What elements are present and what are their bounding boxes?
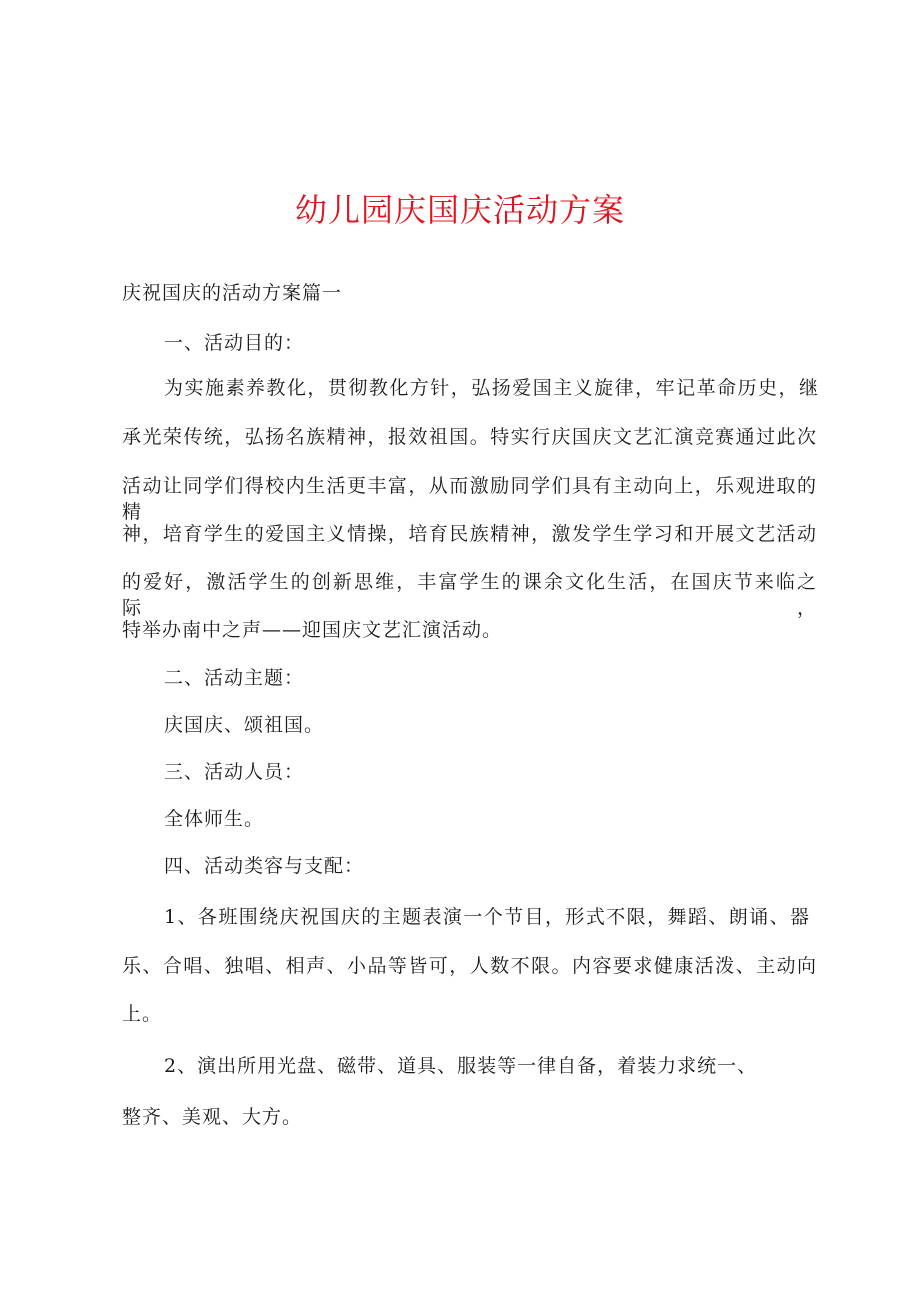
paragraph-line: 特举办南中之声——迎国庆文艺汇演活动。: [122, 619, 503, 641]
section-heading: 庆祝国庆的活动方案篇一: [122, 282, 343, 304]
paragraph-line: 庆国庆、颂祖国。: [164, 714, 325, 736]
paragraph-line: 整齐、美观、大方。: [122, 1106, 303, 1128]
paragraph-line: 为实施素养教化，贯彻教化方针，弘扬爱国主义旋律，牢记革命历史，继: [164, 377, 819, 399]
paragraph-line: 承光荣传统，弘扬名族精神，报效祖国。特实行庆国庆文艺汇演竞赛通过此次: [122, 426, 817, 448]
document-title: 幼儿园庆国庆活动方案: [294, 191, 625, 229]
paragraph-heading: 二、活动主题：: [164, 667, 305, 689]
paragraph-line: 全体师生。: [164, 808, 265, 830]
paragraph-line: 的爱好，激活学生的创新思维，丰富学生的课余文化生活，在国庆节来临之际，: [122, 571, 817, 619]
paragraph-line: 乐、合唱、独唱、相声、小品等皆可，人数不限。内容要求健康活泼、主动向: [122, 955, 817, 977]
paragraph-heading: 一、活动目的：: [164, 332, 305, 354]
paragraph-line: 1、各班围绕庆祝国庆的主题表演一个节目，形式不限，舞蹈、朗诵、器: [164, 906, 810, 928]
paragraph-line: 神，培育学生的爱国主义情操，培育民族精神，激发学生学习和开展文艺活动: [122, 523, 817, 545]
paragraph-heading: 四、活动类容与支配：: [164, 855, 365, 877]
paragraph-line: 2、演出所用光盘、磁带、道具、服装等一律自备，着装力求统一、: [164, 1055, 758, 1077]
paragraph-heading: 三、活动人员：: [164, 761, 305, 783]
paragraph-line: 上。: [122, 1003, 163, 1025]
paragraph-line: 活动让同学们得校内生活更丰富，从而激励同学们具有主动向上，乐观进取的精: [122, 475, 817, 523]
